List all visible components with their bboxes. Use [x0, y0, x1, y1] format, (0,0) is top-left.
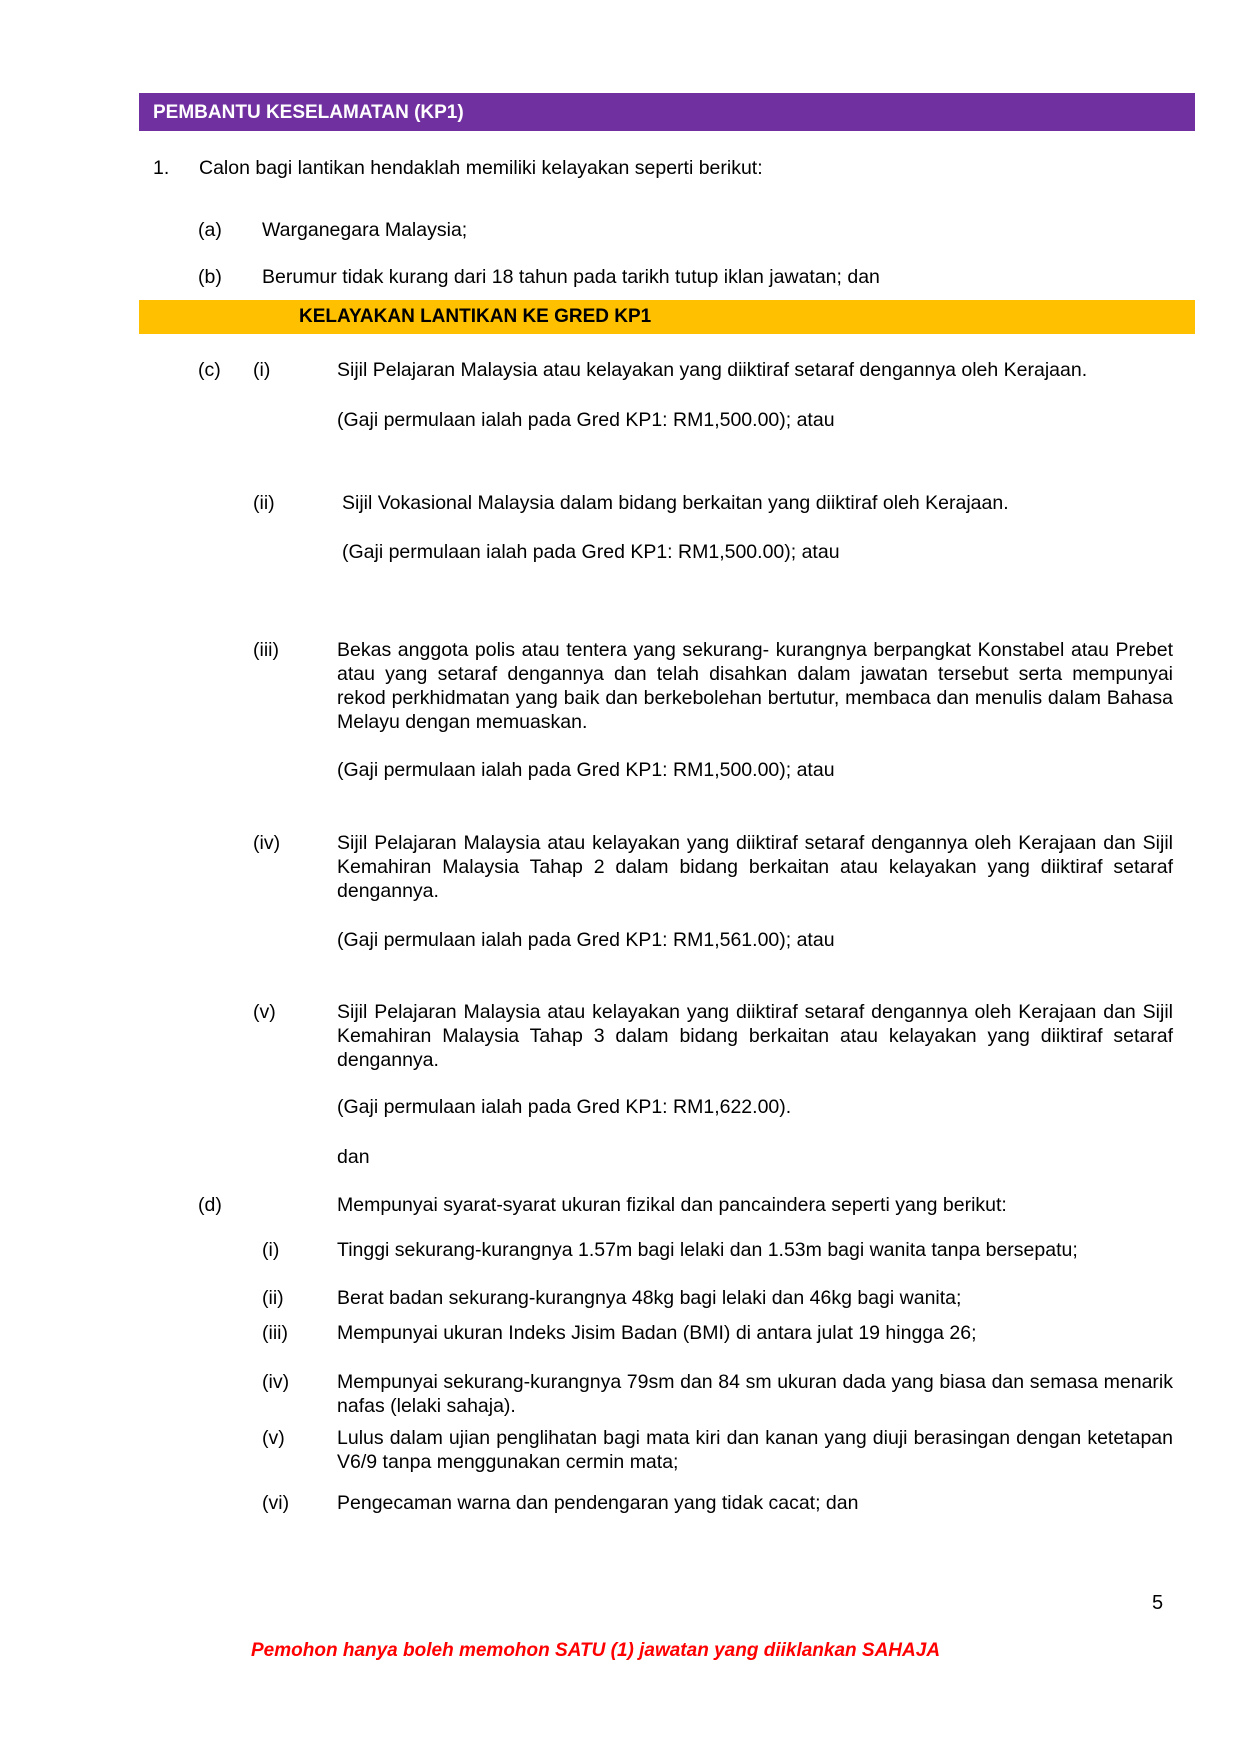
item-label: (i) — [253, 359, 271, 381]
item-label: (iii) — [262, 1322, 288, 1344]
item-text: Mempunyai ukuran Indeks Jisim Badan (BMI) di antara julat 19 hingga 26; — [337, 1322, 977, 1344]
salary-note: (Gaji permulaan ialah pada Gred KP1: RM1,561.00); atau — [337, 929, 835, 951]
subheading-bar — [139, 300, 1195, 334]
item-text: Bekas anggota polis atau tentera yang sekurang- kurangnya berpangkat Konstabel atau Prebet atau yang setaraf dengannya dan telah disahkan dalam jawatan tersebut serta mempunyai rekod perkhidmatan yang baik dan berkebolehan bertutur, membaca dan menulis dalam Bahasa Melayu dengan memuaskan. — [337, 639, 1173, 733]
item-text: Sijil Vokasional Malaysia dalam bidang berkaitan yang diiktiraf oleh Kerajaan. — [342, 492, 1009, 514]
item-label: (vi) — [262, 1492, 290, 1514]
section-title: PEMBANTU KESELAMATAN (KP1) — [153, 102, 464, 123]
criterion-text-b: Berumur tidak kurang dari 18 tahun pada tarikh tutup iklan jawatan; dan — [262, 266, 880, 288]
criterion-label-c: (c) — [198, 359, 221, 381]
item-text: Berat badan sekurang-kurangnya 48kg bagi lelaki dan 46kg bagi wanita; — [337, 1287, 962, 1309]
salary-note: (Gaji permulaan ialah pada Gred KP1: RM1,622.00). — [337, 1096, 792, 1118]
item-text: Lulus dalam ujian penglihatan bagi mata kiri dan kanan yang diuji berasingan dengan ketetapan V6/9 tanpa menggunakan cermin mata; — [337, 1427, 1173, 1473]
page-number: 5 — [1152, 1592, 1164, 1614]
criterion-label-a: (a) — [198, 219, 222, 241]
subheading-title: KELAYAKAN LANTIKAN KE GRED KP1 — [299, 306, 652, 327]
item-label: (iv) — [262, 1371, 290, 1393]
salary-note: (Gaji permulaan ialah pada Gred KP1: RM1,500.00); atau — [342, 541, 840, 563]
intro-text: Calon bagi lantikan hendaklah memiliki kelayakan seperti berikut: — [199, 157, 763, 179]
clause-number: 1. — [153, 157, 170, 179]
item-text: Sijil Pelajaran Malaysia atau kelayakan yang diiktiraf setaraf dengannya oleh Kerajaan dan Sijil Kemahiran Malaysia Tahap 3 dalam bidang berkaitan atau kelayakan yang diiktiraf setaraf dengannya. — [337, 1001, 1173, 1071]
item-text: Sijil Pelajaran Malaysia atau kelayakan yang diiktiraf setaraf dengannya oleh Kerajaan. — [337, 359, 1088, 381]
item-text: Tinggi sekurang-kurangnya 1.57m bagi lelaki dan 1.53m bagi wanita tanpa bersepatu; — [337, 1239, 1078, 1261]
footer-notice: Pemohon hanya boleh memohon SATU (1) jawatan yang diiklankan SAHAJA — [251, 1640, 941, 1661]
item-label: (iv) — [253, 832, 281, 854]
item-label: (ii) — [262, 1287, 284, 1309]
section-title-bar — [139, 93, 1195, 131]
item-text: Pengecaman warna dan pendengaran yang tidak cacat; dan — [337, 1492, 859, 1514]
criterion-text-a: Warganegara Malaysia; — [262, 219, 468, 241]
item-label: (iii) — [253, 639, 279, 661]
salary-note: (Gaji permulaan ialah pada Gred KP1: RM1,500.00); atau — [337, 409, 835, 431]
item-text: Sijil Pelajaran Malaysia atau kelayakan yang diiktiraf setaraf dengannya oleh Kerajaan dan Sijil Kemahiran Malaysia Tahap 2 dalam bidang berkaitan atau kelayakan yang diiktiraf setaraf dengannya. — [337, 832, 1173, 902]
item-label: (v) — [253, 1001, 276, 1023]
criterion-text-d: Mempunyai syarat-syarat ukuran fizikal dan pancaindera seperti yang berikut: — [337, 1194, 1007, 1216]
criterion-label-d: (d) — [198, 1194, 222, 1216]
item-label: (v) — [262, 1427, 285, 1449]
item-text: Mempunyai sekurang-kurangnya 79sm dan 84 sm ukuran dada yang biasa dan semasa menarik nafas (lelaki sahaja). — [337, 1371, 1173, 1417]
item-label: (ii) — [253, 492, 275, 514]
criterion-label-b: (b) — [198, 266, 222, 288]
item-label: (i) — [262, 1239, 280, 1261]
conjunction-text: dan — [337, 1146, 370, 1168]
salary-note: (Gaji permulaan ialah pada Gred KP1: RM1,500.00); atau — [337, 759, 835, 781]
